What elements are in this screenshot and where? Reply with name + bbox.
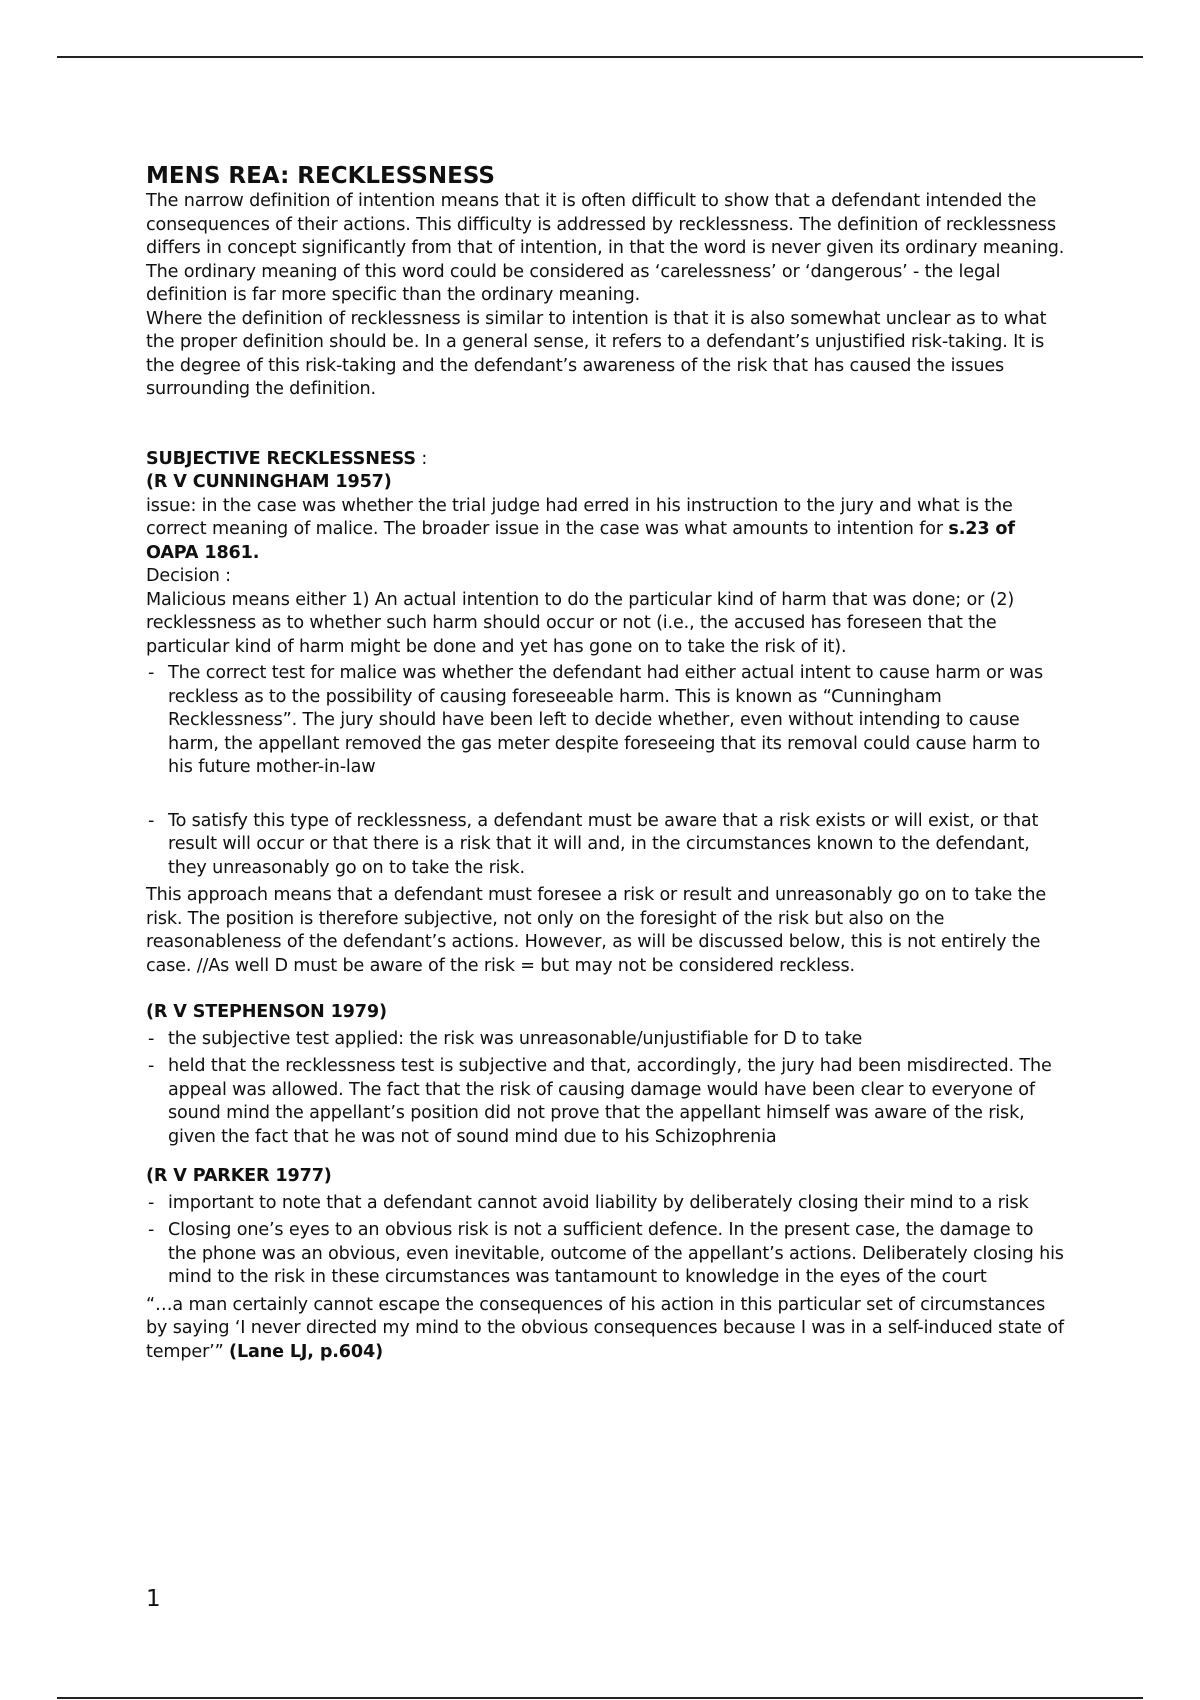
parker-quote-text: “…a man certainly cannot escape the consequences of his action in this particular set of circumstances by saying ‘I never directed my mind to the obvious consequences because I was in a self-induced state of temper’” xyxy=(146,1294,1064,1362)
subjective-recklessness-heading xyxy=(146,448,1066,472)
parker-quote-citation: (Lane LJ, p.604) xyxy=(229,1341,383,1362)
footer-rule xyxy=(57,1697,1143,1699)
stephenson-case-heading: (R V STEPHENSON 1979) xyxy=(146,1002,387,1022)
list-item: - To satisfy this type of recklessness, a defendant must be aware that a risk exists or will exist, or that result will occur or that there is a risk that it will and, in the circumstances known to the defendant, they unreasonably go on to take the risk. xyxy=(146,810,1066,881)
list-item: - the subjective test applied: the risk was unreasonable/unjustifiable for D to take xyxy=(146,1028,1066,1052)
page-number: 1 xyxy=(146,1586,161,1612)
list-item: - important to note that a defendant cannot avoid liability by deliberately closing their mind to a risk xyxy=(146,1192,1066,1216)
cunningham-bullet-list-1 xyxy=(146,662,1066,780)
header-rule xyxy=(57,56,1143,58)
cunningham-issue-statute: s.23 of OAPA 1861. xyxy=(146,519,1015,563)
intro-paragraph-1: The narrow definition of intention means that it is often difficult to show that a defendant intended the consequences of their actions. This difficulty is addressed by recklessness. The definition of recklessness differs in concept significantly from that of intention, in that the word is never given its ordinary meaning. The ordinary meaning of this word could be considered as ‘carelessness’ or ‘dangerous’ - the legal definition is far more specific than the ordinary meaning. xyxy=(146,191,1065,305)
cunningham-approach-text: This approach means that a defendant must foresee a risk or result and unreasonably go on to take the risk. The position is therefore subjective, not only on the foresight of the risk but also on the reasonableness of the defendant’s actions. However, as will be discussed below, this is not entirely the case. //As well D must be aware of the risk = but may not be considered reckless. xyxy=(146,885,1046,976)
intro-paragraph-2: Where the definition of recklessness is similar to intention is that it is also somewhat unclear as to what the proper definition should be. In a general sense, it refers to a defendant’s unjustified risk-taking. It is the degree of this risk-taking and the defendant’s awareness of the risk that has caused the issues surrounding the definition. xyxy=(146,308,1047,399)
section-heading-suffix: : xyxy=(415,448,428,469)
list-item: - Closing one’s eyes to an obvious risk is not a sufficient defence. In the present case, the damage to the phone was an obvious, even inevitable, outcome of the appellant’s actions. Deliberately closing his mind to the risk in these circumstances was tantamount to knowledge in the eyes of the court xyxy=(146,1219,1066,1290)
cunningham-decision-label: Decision : xyxy=(146,566,231,586)
parker-bullet-list xyxy=(146,1192,1066,1290)
cunningham-case-heading: (R V CUNNINGHAM 1957) xyxy=(146,472,392,492)
list-item: - held that the recklessness test is subjective and that, accordingly, the jury had been misdirected. The appeal was allowed. The fact that the risk of causing damage would have been clear to everyone of sound mind the appellant’s position did not prove that the appellant himself was aware of the risk, given the fact that he was not of sound mind due to his Schizophrenia xyxy=(146,1055,1066,1149)
section-heading: SUBJECTIVE RECKLESSNESS xyxy=(146,448,416,469)
page-title: MENS REA: RECKLESSNESS xyxy=(146,163,495,189)
stephenson-bullet-list xyxy=(146,1028,1066,1150)
document-body xyxy=(146,162,1066,1364)
cunningham-issue-text: issue: in the case was whether the trial judge had erred in his instruction to the jury and what is the correct meaning of malice. The broader issue in the case was what amounts to intention for xyxy=(146,495,1013,539)
list-item: - The correct test for malice was whether the defendant had either actual intent to cause harm or was reckless as to the possibility of causing foreseeable harm. This is known as “Cunningham Recklessness”. The jury should have been left to decide whether, even without intending to cause harm, the appellant removed the gas meter despite foreseeing that its removal could cause harm to his future mother-in-law xyxy=(146,662,1066,780)
cunningham-decision-text: Malicious means either 1) An actual intention to do the particular kind of harm that was done; or (2) recklessness as to whether such harm should occur or not (i.e., the accused has foreseen that the particular kind of harm might be done and yet has gone on to take the risk of it). xyxy=(146,589,1015,657)
parker-quote xyxy=(146,1294,1066,1365)
cunningham-issue xyxy=(146,495,1066,566)
cunningham-bullet-list-2 xyxy=(146,810,1066,881)
parker-case-heading: (R V PARKER 1977) xyxy=(146,1166,332,1186)
